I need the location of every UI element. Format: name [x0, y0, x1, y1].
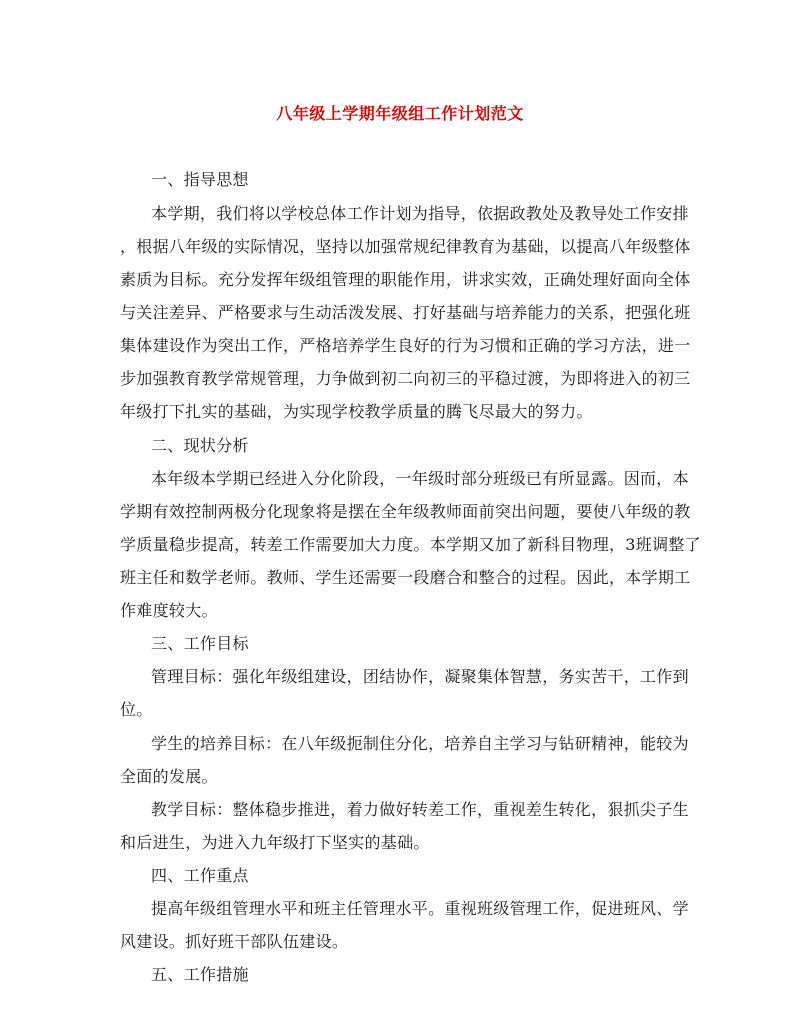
paragraph-line: ，根据八年级的实际情况，坚持以加强常规纪律教育为基础，以提高八年级整体: [120, 237, 691, 256]
paragraph-line: 位。: [120, 700, 153, 719]
paragraph-line: 素质为目标。充分发挥年级组管理的职能作用，讲求实效，正确处理好面向全体: [120, 270, 691, 289]
paragraph-line: 学质量稳步提高，转差工作需要加大力度。本学期又加了新科目物理，3班调整了: [120, 535, 701, 554]
paragraph-line: 班主任和数学老师。教师、学生还需要一段磨合和整合的过程。因此，本学期工: [120, 568, 691, 587]
paragraph-line: 教学目标：整体稳步推进，着力做好转差工作，重视差生转化，狠抓尖子生: [151, 800, 689, 819]
section-heading-guiding-ideology: 一、指导思想: [151, 170, 249, 189]
paragraph-line: 学期有效控制两极分化现象将是摆在全年级教师面前突出问题，要使八年级的教: [120, 502, 691, 521]
paragraph-line: 提高年级组管理水平和班主任管理水平。重视班级管理工作，促进班风、学: [151, 899, 689, 918]
paragraph-line: 学生的培养目标：在八年级扼制住分化，培养自主学习与钻研精神，能较为: [151, 734, 689, 753]
paragraph-line: 本学期，我们将以学校总体工作计划为指导，依据政教处及教导处工作安排: [151, 204, 689, 223]
paragraph-line: 与关注差异、严格要求与生动活泼发展、打好基础与培养能力的关系，把强化班: [120, 303, 691, 322]
document-title: 八年级上学期年级组工作计划范文: [276, 104, 524, 123]
paragraph-line: 风建设。抓好班干部队伍建设。: [120, 932, 349, 951]
paragraph-line: 年级打下扎实的基础，为实现学校教学质量的腾飞尽最大的努力。: [120, 402, 593, 421]
paragraph-line: 步加强教育教学常规管理，力争做到初二向初三的平稳过渡，为即将进入的初三: [120, 369, 691, 388]
paragraph-line: 集体建设作为突出工作，严格培养学生良好的行为习惯和正确的学习方法，进一: [120, 336, 691, 355]
section-heading-work-goals: 三、工作目标: [151, 634, 249, 653]
section-heading-work-measures: 五、工作措施: [151, 965, 249, 984]
paragraph-line: 和后进生，为进入九年级打下坚实的基础。: [120, 833, 430, 852]
paragraph-line: 本年级本学期已经进入分化阶段，一年级时部分班级已有所显露。因而，本: [151, 469, 689, 488]
section-heading-status-analysis: 二、现状分析: [151, 436, 249, 455]
paragraph-line: 管理目标：强化年级组建设，团结协作，凝聚集体智慧，务实苦干，工作到: [151, 667, 689, 686]
section-heading-work-focus: 四、工作重点: [151, 866, 249, 885]
paragraph-line: 作难度较大。: [120, 601, 218, 620]
paragraph-line: 全面的发展。: [120, 767, 218, 786]
